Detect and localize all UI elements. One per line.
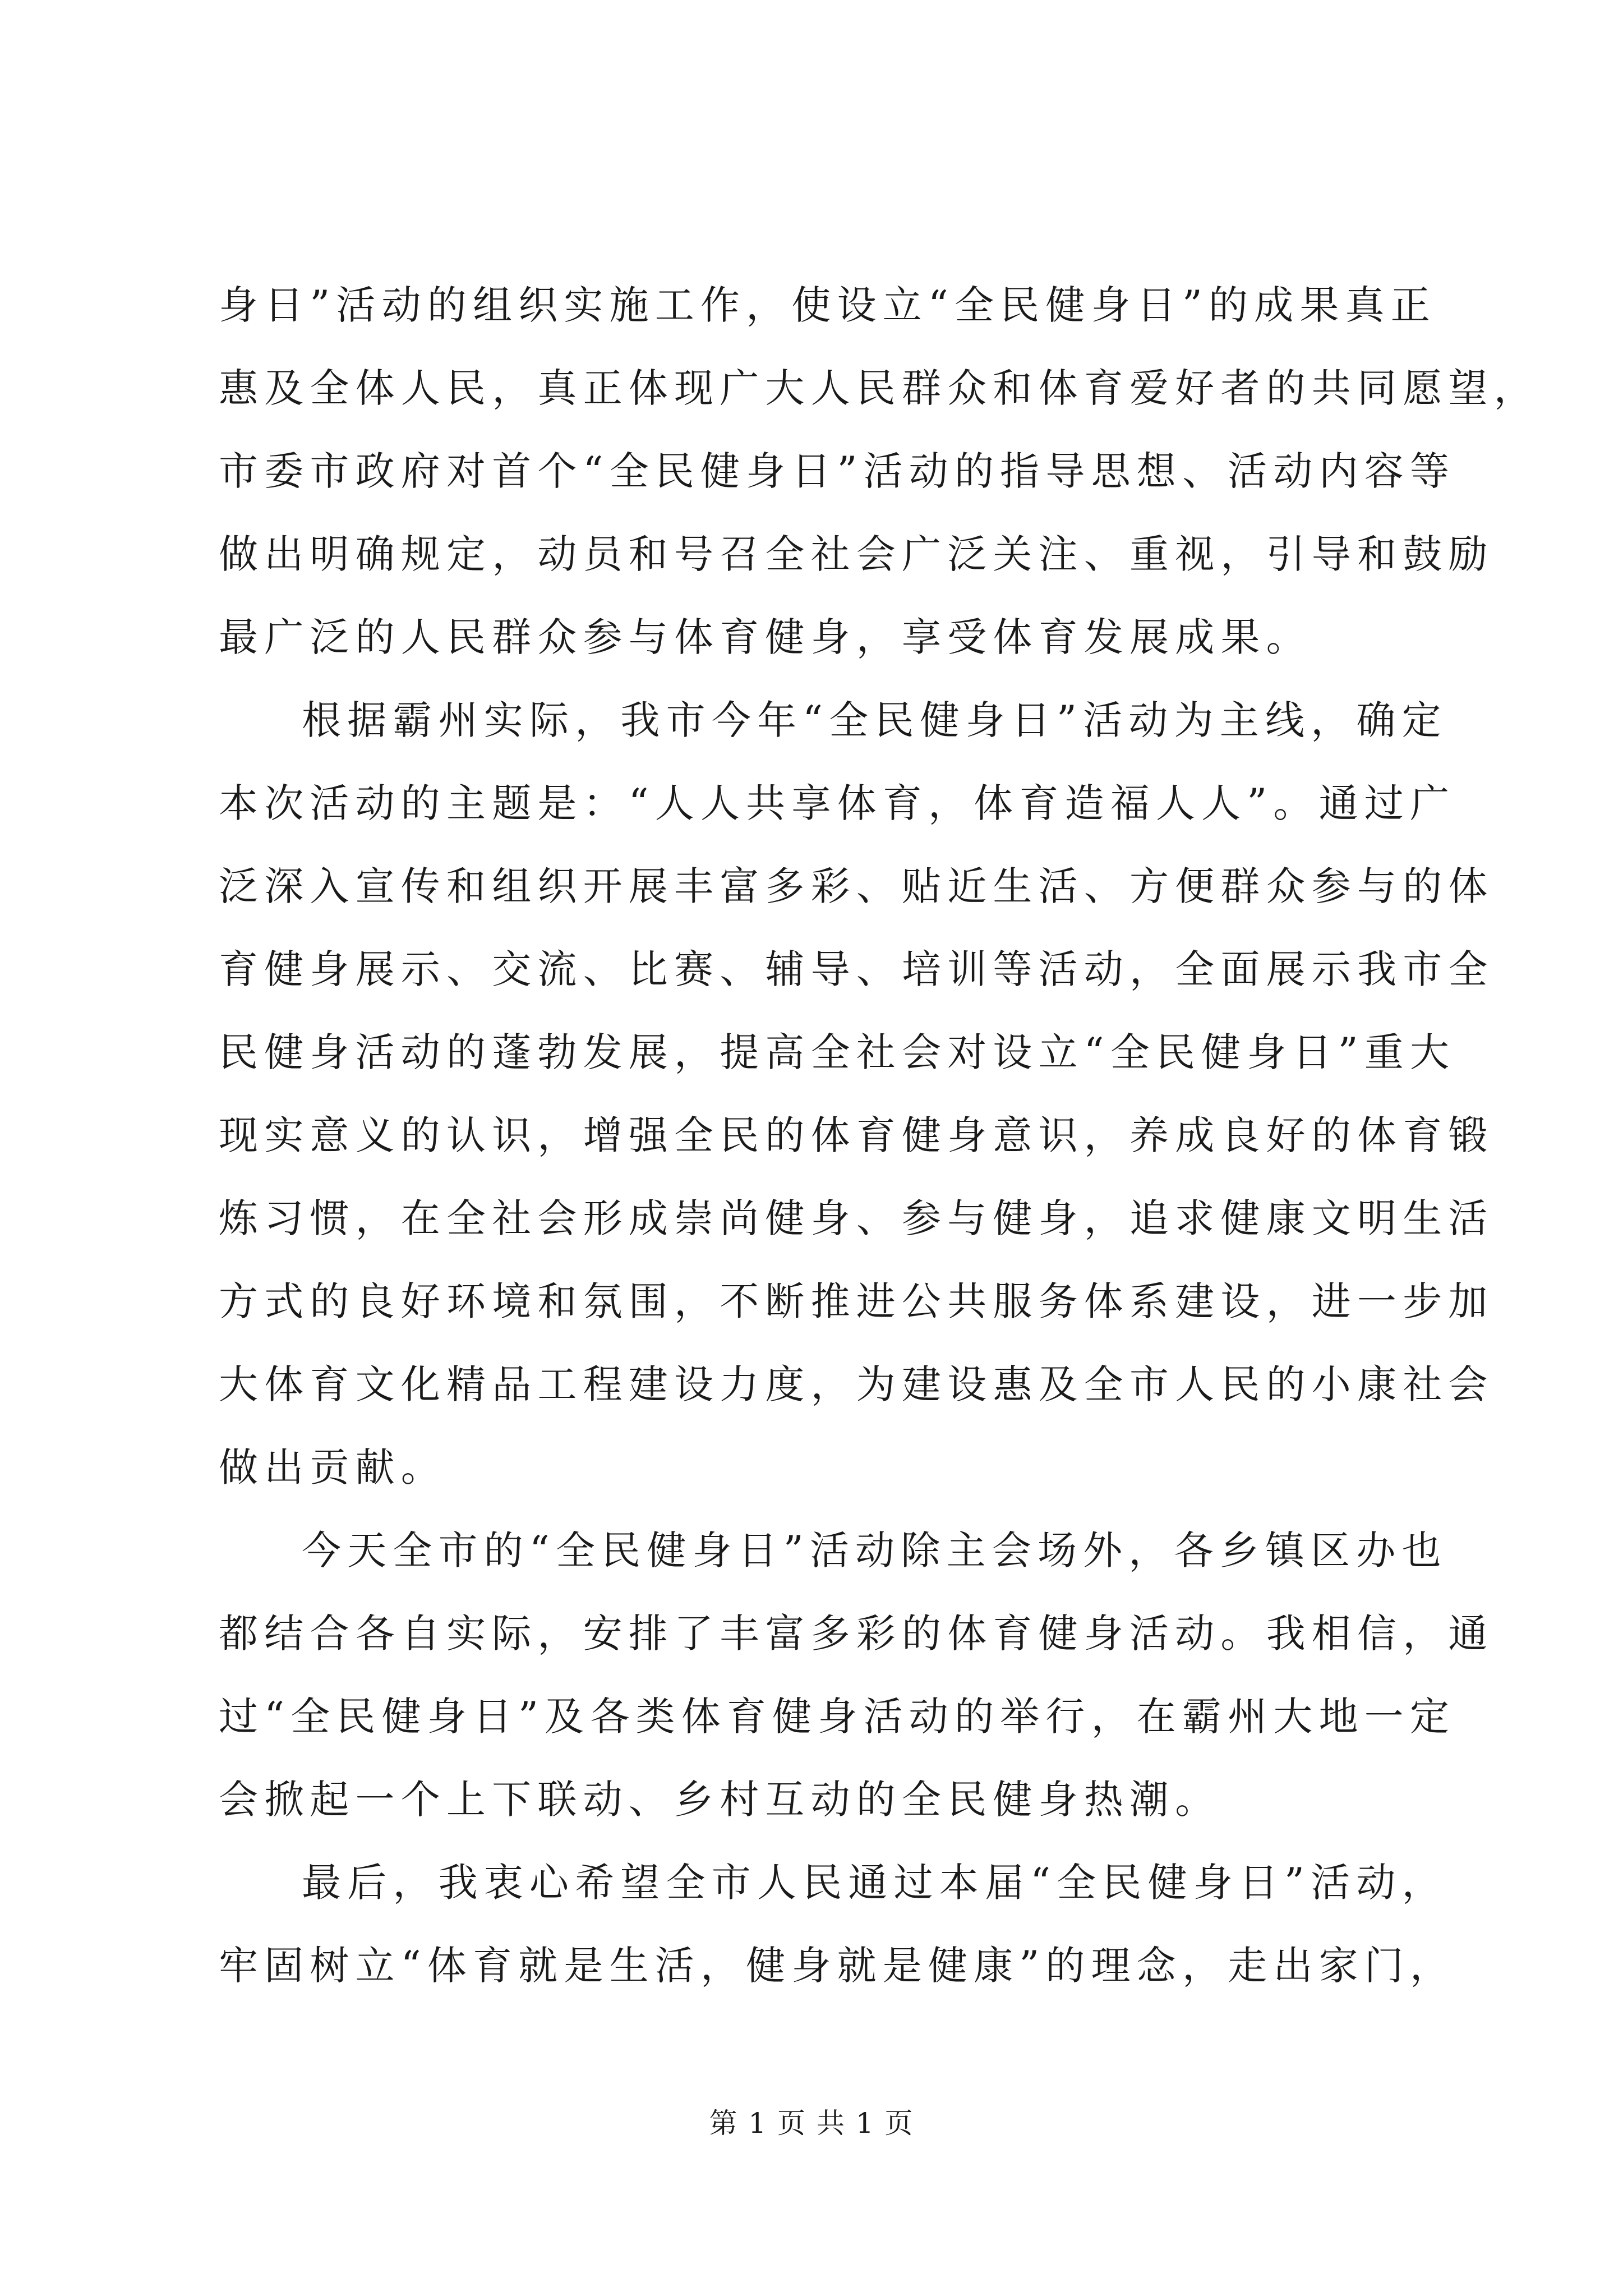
body-text — [219, 264, 1539, 2007]
text-line: 做出贡献。 — [219, 1444, 446, 1490]
text-line: 最广泛的人民群众参与体育健身，享受体育发展成果。 — [219, 614, 1312, 660]
paragraph-3 — [219, 1509, 1494, 1841]
paragraph-4 — [219, 1841, 1456, 2007]
text-line: 惠及全体人民，真正体现广大人民群众和体育爱好者的共同愿望， — [219, 365, 1539, 411]
text-line: 市委市政府对首个“全民健身日”活动的指导思想、活动内容等 — [219, 448, 1456, 494]
text-line: 都结合各自实际，安排了丰富多彩的体育健身活动。我相信，通 — [219, 1611, 1494, 1657]
paragraph-2 — [219, 679, 1494, 1509]
text-line: 会掀起一个上下联动、乡村互动的全民健身热潮。 — [219, 1777, 1221, 1823]
text-line: 育健身展示、交流、比赛、辅导、培训等活动，全面展示我市全 — [219, 946, 1494, 992]
page-number-label: 第 1 页 共 1 页 — [709, 2107, 914, 2139]
page-footer — [0, 2106, 1623, 2140]
paragraph-1 — [219, 264, 1539, 679]
text-line: 泛深入宣传和组织开展丰富多彩、贴近生活、方便群众参与的体 — [219, 863, 1494, 909]
text-line: 炼习惯，在全社会形成崇尚健身、参与健身，追求健康文明生活 — [219, 1195, 1494, 1241]
text-line: 今天全市的“全民健身日”活动除主会场外，各乡镇区办也 — [302, 1527, 1447, 1573]
text-line: 民健身活动的蓬勃发展，提高全社会对设立“全民健身日”重大 — [219, 1029, 1456, 1075]
text-line: 现实意义的认识，增强全民的体育健身意识，养成良好的体育锻 — [219, 1112, 1494, 1158]
text-line: 牢固树立“体育就是生活，健身就是健康”的理念，走出家门， — [219, 1943, 1456, 1989]
text-line: 本次活动的主题是：“人人共享体育，体育造福人人”。通过广 — [219, 780, 1456, 826]
text-line: 最后，我衷心希望全市人民通过本届“全民健身日”活动， — [302, 1860, 1447, 1906]
text-line: 根据霸州实际，我市今年“全民健身日”活动为主线，确定 — [302, 697, 1447, 743]
text-line: 做出明确规定，动员和号召全社会广泛关注、重视，引导和鼓励 — [219, 531, 1494, 577]
text-line: 身日”活动的组织实施工作，使设立“全民健身日”的成果真正 — [219, 282, 1436, 328]
text-line: 方式的良好环境和氛围，不断推进公共服务体系建设，进一步加 — [219, 1278, 1494, 1324]
text-line: 过“全民健身日”及各类体育健身活动的举行，在霸州大地一定 — [219, 1694, 1456, 1740]
text-line: 大体育文化精品工程建设力度，为建设惠及全市人民的小康社会 — [219, 1361, 1494, 1407]
